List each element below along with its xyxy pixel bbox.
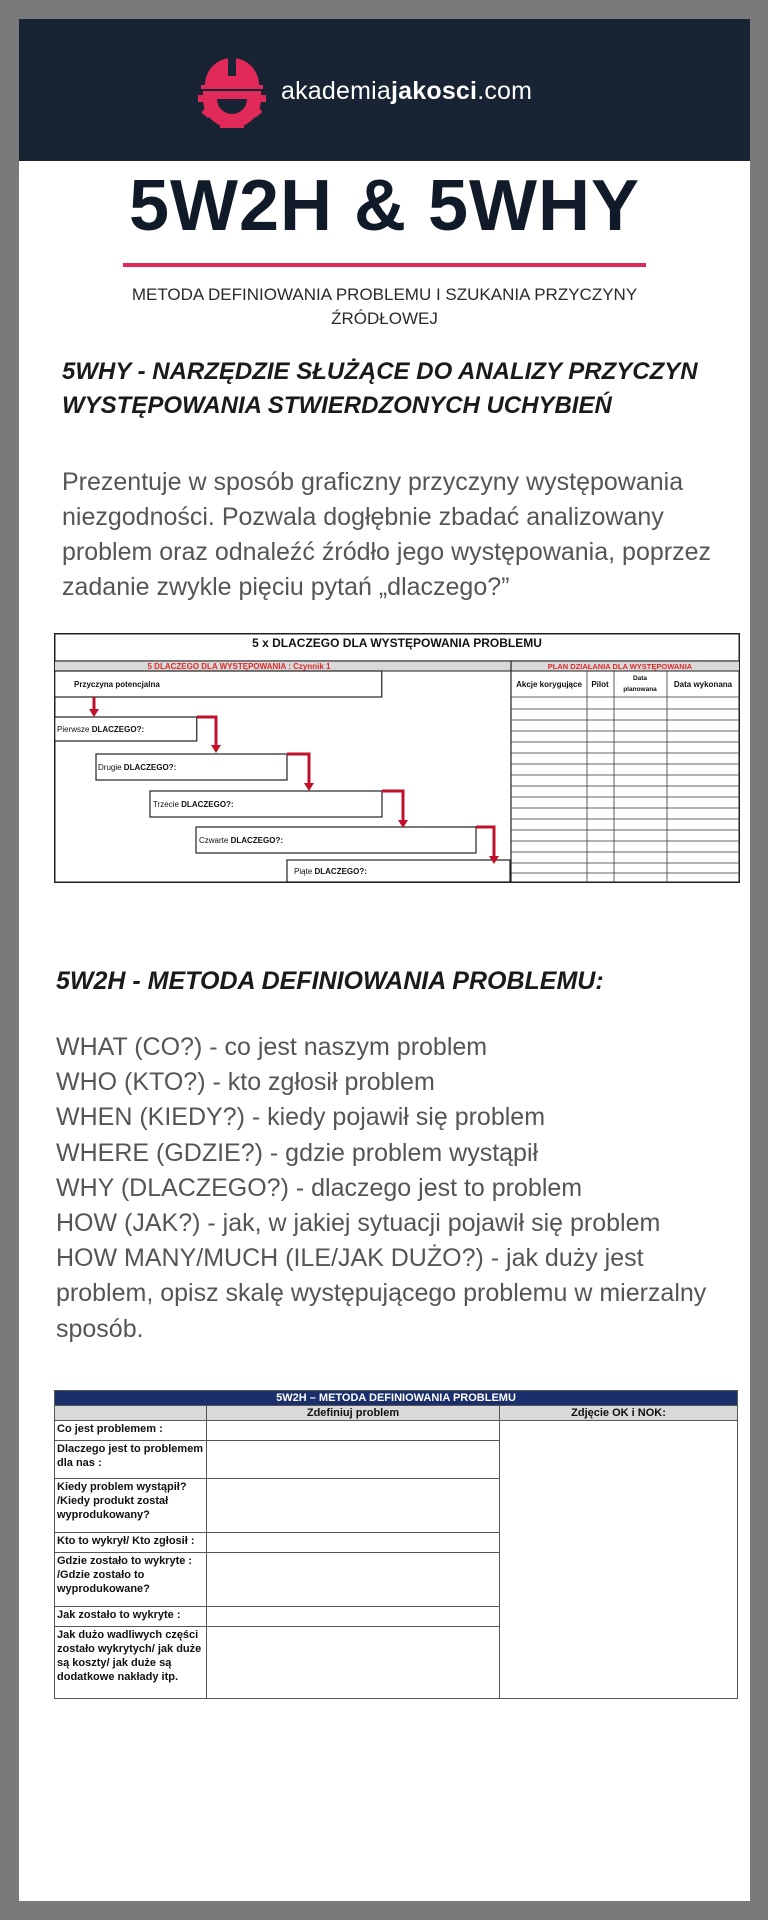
five-why-left-header: 5 DLACZEGO DLA WYSTĘPOWANIA : Czynnik 1	[147, 662, 331, 671]
col-planned-line1: Data	[632, 675, 648, 682]
form-row-input[interactable]	[207, 1533, 500, 1553]
form-row-label: Co jest problemem :	[55, 1421, 207, 1441]
form-header-blank	[55, 1406, 207, 1421]
why-5: Piąte DLACZEGO?:	[294, 867, 367, 876]
five-w-two-h-form	[54, 1390, 737, 1713]
five-why-form	[54, 633, 740, 883]
form-row-label: Dlaczego jest to problemem dla nas :	[55, 1441, 207, 1479]
list-item: WHO (KTO?) - kto zgłosił problem	[56, 1068, 435, 1097]
form-title: 5W2H – METODA DEFINIOWANIA PROBLEMU	[55, 1391, 738, 1406]
five-why-right-header: PLAN DZIAŁANIA DLA WYSTĘPOWANIA	[547, 662, 693, 671]
page-title: 5W2H & 5WHY	[128, 166, 641, 246]
col-pilot: Pilot	[591, 680, 609, 689]
form-row-input[interactable]	[207, 1607, 500, 1627]
form-row-label: Gdzie zostało to wykryte : /Gdzie zostało to wyprodukowane?	[55, 1553, 207, 1607]
why-1: Pierwsze DLACZEGO?:	[57, 725, 145, 734]
brand-name[interactable]: akademiajakosci.com	[281, 77, 533, 105]
form-row-input[interactable]	[207, 1627, 500, 1699]
w5h2-heading: 5W2H - METODA DEFINIOWANIA PROBLEMU:	[56, 967, 604, 995]
list-item: HOW MANY/MUCH (ILE/JAK DUŻO?) - jak duży jest problem, opisz skalę występującego problemu w mierzalny sposób.	[56, 1244, 707, 1343]
w5h2-list	[56, 1030, 746, 1347]
form-photo-cell[interactable]	[500, 1421, 738, 1699]
potential-cause-label: Przyczyna potencjalna	[74, 680, 160, 689]
why-2: Drugie DLACZEGO?:	[98, 763, 177, 772]
form-row-input[interactable]	[207, 1479, 500, 1533]
why-3: Trzecie DLACZEGO?:	[153, 800, 234, 809]
page-subtitle: METODA DEFINIOWANIA PROBLEMU I SZUKANIA PRZYCZYNY ŹRÓDŁOWEJ	[131, 285, 638, 328]
title-divider	[123, 263, 646, 267]
form-header-photo: Zdjęcie OK i NOK:	[500, 1406, 738, 1421]
col-planned-line2: planowana	[623, 686, 657, 693]
list-item: WHEN (KIEDY?) - kiedy pojawił się problem	[56, 1103, 546, 1132]
why5-description: Prezentuje w sposób graficzny przyczyny występowania niezgodności. Pozwala dogłębnie zbadać analizowany problem oraz odnaleźć źródło jego występowania, poprzez zadanie zwykle pięciu pytań „dlaczego?”	[62, 468, 711, 601]
why-4: Czwarte DLACZEGO?:	[199, 836, 283, 845]
form-row-label: Kto to wykrył/ Kto zgłosił :	[55, 1533, 207, 1553]
form-row-label: Jak dużo wadliwych części zostało wykrytych/ jak duże są koszty/ jak duże są dodatkowe nakłady itp.	[55, 1627, 207, 1699]
brand-header	[19, 19, 750, 161]
form-row-label: Jak zostało to wykryte :	[55, 1607, 207, 1627]
col-done: Data wykonana	[673, 680, 733, 689]
form-row-input[interactable]	[207, 1441, 500, 1479]
helmet-gear-icon	[195, 51, 269, 131]
list-item: WHAT (CO?) - co jest naszym problem	[56, 1033, 488, 1061]
why5-heading: 5WHY - NARZĘDZIE SŁUŻĄCE DO ANALIZY PRZYCZYN WYSTĘPOWANIA STWIERDZONYCH UCHYBIEŃ	[62, 358, 698, 419]
form-row-input[interactable]	[207, 1421, 500, 1441]
form-header-define: Zdefiniuj problem	[207, 1406, 500, 1421]
form-row-label: Kiedy problem wystąpił? /Kiedy produkt został wyprodukowany?	[55, 1479, 207, 1533]
col-actions: Akcje korygujące	[516, 680, 582, 689]
list-item: HOW (JAK?) - jak, w jakiej sytuacji pojawił się problem	[56, 1209, 661, 1238]
list-item: WHY (DLACZEGO?) - dlaczego jest to problem	[56, 1173, 583, 1202]
list-item: WHERE (GDZIE?) - gdzie problem wystąpił	[56, 1138, 539, 1167]
five-why-form-title: 5 x DLACZEGO DLA WYSTĘPOWANIA PROBLEMU	[252, 636, 542, 650]
form-row-input[interactable]	[207, 1553, 500, 1607]
infographic-page	[19, 19, 750, 1901]
